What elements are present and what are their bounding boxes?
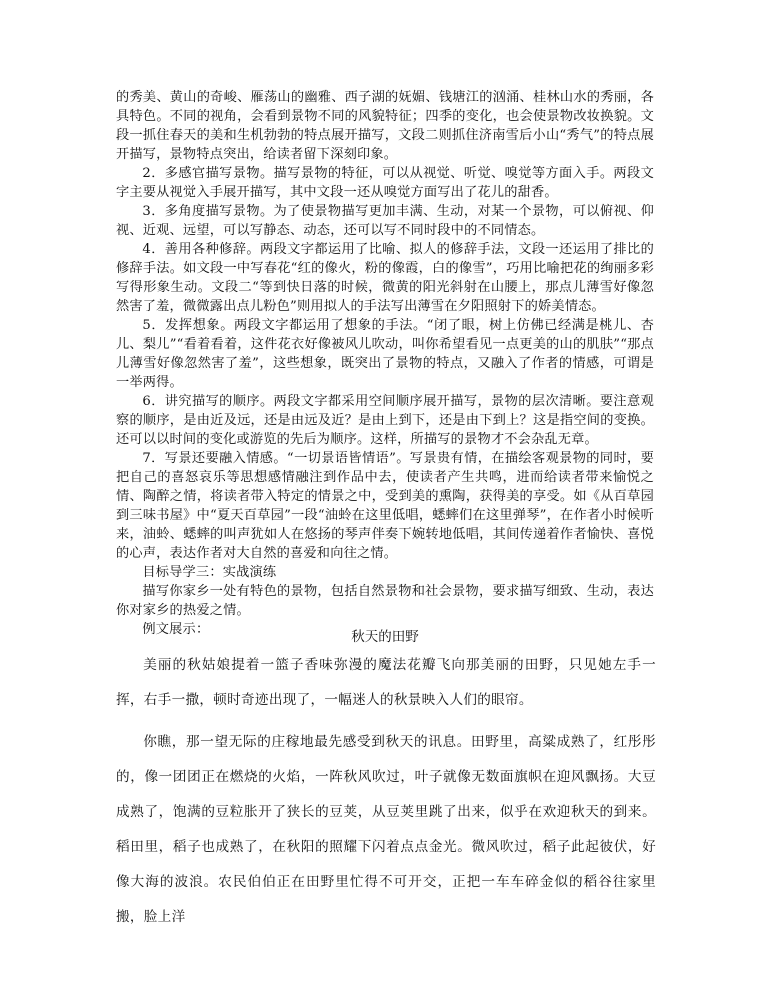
section-heading: 目标导学三：实战演练 bbox=[142, 565, 277, 580]
example-label: 例文展示： bbox=[142, 622, 210, 637]
paragraph-point-5: 5．发挥想象。两段文字都运用了想象的手法。“闭了眼，树上仿佛已经满是桃儿、杏儿、梨儿”“看着看着，这件花衣好像被风儿吹动，叫你希望看见一点更美的山的肌肤”“那点儿薄雪好像忽然害了羞”，这些想象，既突出了景物的特点，又融入了作者的情感，可谓是一举两得。 bbox=[116, 318, 654, 390]
paragraph-intro: 的秀美、黄山的奇峻、雁荡山的幽雅、西子湖的妩媚、钱塘江的汹涌、桂林山水的秀丽，各具特色。不同的视角，会看到景物不同的风貌特征；四季的变化，也会使景物改妆换貌。文段一抓住春天的美和生机勃勃的特点展开描写，文段二则抓住济南雪后小山“秀气”的特点展开描写，景物特点突出，给读者留下深刻印象。 bbox=[116, 90, 654, 162]
assignment-prompt: 描写你家乡一处有特色的景物，包括自然景物和社会景物，要求描写细致、生动，表达你对家乡的热爱之情。 bbox=[116, 584, 654, 618]
paragraph-point-2: 2．多感官描写景物。描写景物的特征，可以从视觉、听觉、嗅觉等方面入手。两段文字主要从视觉入手展开描写，其中文段一还从嗅觉方面写出了花儿的甜香。 bbox=[116, 166, 654, 200]
paragraph-point-6: 6．讲究描写的顺序。两段文字都采用空间顺序展开描写，景物的层次清晰。要注意观察的顺序，是由近及远，还是由远及近？是由上到下，还是由下到上？这是指空间的变换。还可以以时间的变化或游览的先后为顺序。这样，所描写的景物才不会杂乱无章。 bbox=[116, 394, 654, 447]
paragraph-point-3: 3．多角度描写景物。为了使景物描写更加丰满、生动，对某一个景物，可以俯视、仰视、近观、远望，可以写静态、动态，还可以写不同时段中的不同情态。 bbox=[116, 204, 654, 238]
essay-title: 秋天的田野 bbox=[351, 629, 419, 645]
paragraph-point-4: 4．善用各种修辞。两段文字都运用了比喻、拟人的修辞手法，文段一还运用了排比的修辞手法。如文段一中写春花“红的像火，粉的像霞，白的像雪”，巧用比喻把花的绚丽多彩写得形象生动。文段二“等到快日落的时候，微黄的阳光斜射在山腰上，那点儿薄雪好像忽然害了羞，微微露出点儿粉色”则用拟人的手法写出薄雪在夕阳照射下的娇美情态。 bbox=[116, 242, 654, 314]
essay-paragraph-1: 美丽的秋姑娘提着一篮子香味弥漫的魔法花瓣飞向那美丽的田野，只见她左手一挥，右手一撒，顿时奇迹出现了，一幅迷人的秋景映入人们的眼帘。 bbox=[116, 657, 656, 708]
paragraph-point-7: 7．写景还要融入情感。“一切景语皆情语”。写景贵有情，在描绘客观景物的同时，要把自己的喜怒哀乐等思想感情融注到作品中去，使读者产生共鸣，进而给读者带来愉悦之情、陶醉之情，将读者带入特定的情景之中，受到美的熏陶，获得美的享受。如《从百草园到三味书屋》中“夏天百草园”一段“油蛉在这里低唱，蟋蟀们在这里弹琴”，在作者小时候听来，油蛉、蟋蟀的叫声犹如人在悠扬的琴声伴奏下婉转地低唱，其间传递着作者愉快、喜悦的心声，表达作者对大自然的喜爱和向往之情。 bbox=[116, 451, 654, 561]
essay-paragraph-2: 你瞧，那一望无际的庄稼地最先感受到秋天的讯息。田野里，高粱成熟了，红彤彤的，像一团团正在燃烧的火焰，一阵秋风吹过，叶子就像无数面旗帜在迎风飘扬。大豆成熟了，饱满的豆粒胀开了狭长的豆荚，从豆荚里跳了出来，似乎在欢迎秋天的到来。稻田里，稻子也成熟了，在秋阳的照耀下闪着点点金光。微风吹过，稻子此起彼伏，好像大海的波浪。农民伯伯正在田野里忙得不可开交，正把一车车碎金似的稻谷往家里搬，脸上洋 bbox=[116, 734, 656, 925]
lesson-body bbox=[116, 88, 654, 639]
example-essay bbox=[116, 648, 656, 935]
